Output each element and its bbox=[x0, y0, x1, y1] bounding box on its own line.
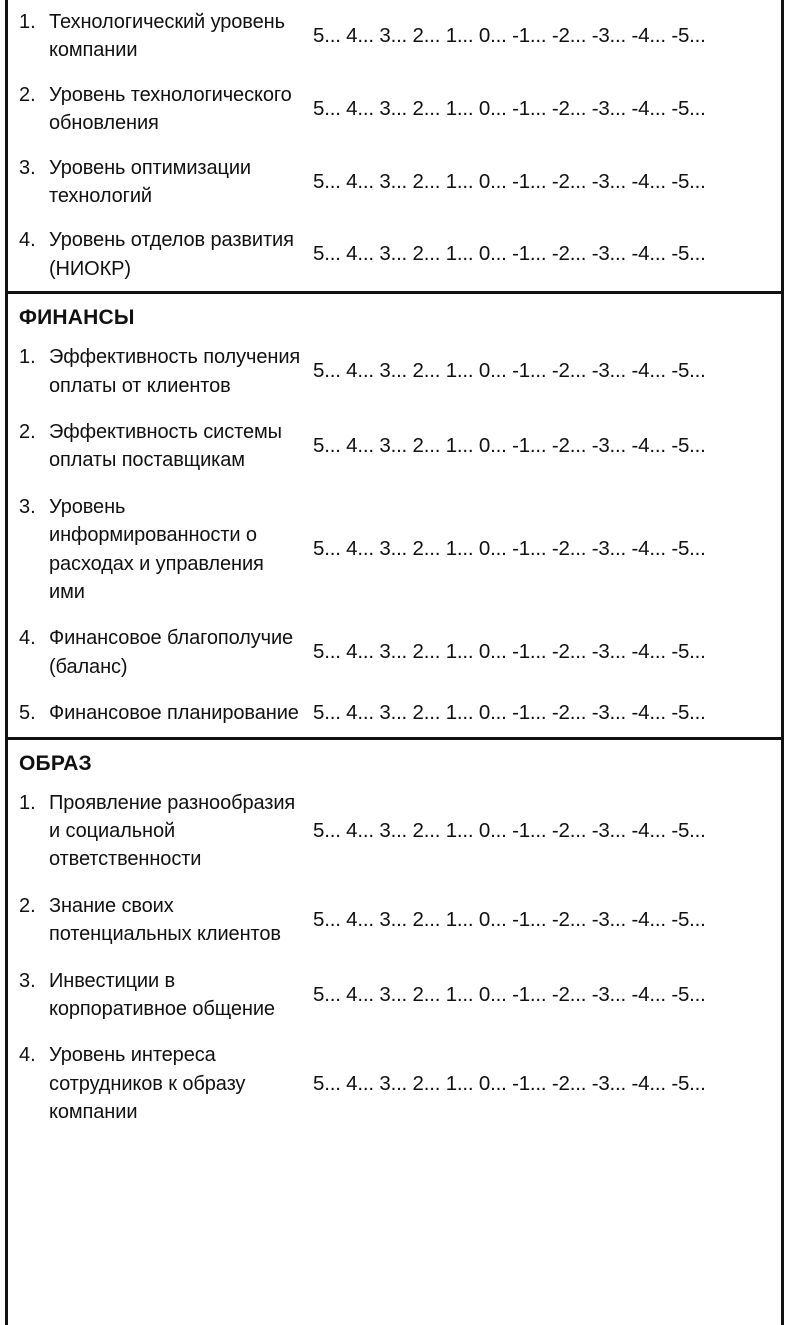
rating-scale[interactable]: 5... 4... 3... 2... 1... 0... -1... -2... -3... -4... -5... bbox=[313, 907, 706, 931]
row-text: Финансовое планирование bbox=[49, 702, 299, 725]
assessment-table bbox=[5, 0, 784, 1325]
row-number: 4. bbox=[19, 627, 36, 650]
row-text: Эффективность получения оплаты от клиентов bbox=[49, 346, 301, 397]
rating-scale[interactable]: 5... 4... 3... 2... 1... 0... -1... -2... -3... -4... -5... bbox=[313, 982, 706, 1006]
row-text: Знание своих потенциальных клиентов bbox=[49, 894, 281, 946]
row-number: 4. bbox=[19, 1044, 36, 1067]
row-label-cell bbox=[8, 218, 308, 291]
row-label-cell bbox=[8, 409, 308, 484]
rating-scale[interactable]: 5... 4... 3... 2... 1... 0... -1... -2... -3... -4... -5... bbox=[313, 169, 706, 193]
table-row[interactable] bbox=[8, 958, 781, 1033]
row-label-cell bbox=[8, 883, 308, 958]
row-number: 3. bbox=[19, 495, 36, 518]
rating-scale[interactable]: 5... 4... 3... 2... 1... 0... -1... -2... -3... -4... -5... bbox=[313, 96, 706, 120]
table-row[interactable] bbox=[8, 883, 781, 958]
row-text: Уровень технологического обновления bbox=[49, 83, 292, 135]
rating-scale[interactable]: 5... 4... 3... 2... 1... 0... -1... -2... -3... -4... -5... bbox=[313, 242, 706, 266]
row-number: 1. bbox=[19, 11, 36, 33]
row-text: Уровень оптимизации технологий bbox=[49, 156, 251, 207]
row-number: 1. bbox=[19, 346, 36, 369]
section-header-finance: ФИНАНСЫ bbox=[19, 306, 135, 330]
row-number: 5. bbox=[19, 702, 36, 725]
rating-scale[interactable]: 5... 4... 3... 2... 1... 0... -1... -2... -3... -4... -5... bbox=[313, 537, 706, 561]
row-label-cell bbox=[8, 484, 308, 616]
row-label-cell bbox=[8, 780, 308, 883]
table-row[interactable] bbox=[8, 690, 781, 736]
table-row[interactable] bbox=[8, 484, 781, 616]
row-text: Проявление разнообразия и социальной ответственности bbox=[49, 791, 296, 871]
row-label-cell bbox=[8, 690, 308, 736]
section-image bbox=[8, 737, 781, 1136]
row-text: Уровень интереса сотрудников к образу компании bbox=[49, 1044, 246, 1124]
row-label-cell bbox=[8, 0, 308, 73]
section-header-image: ОБРАЗ bbox=[19, 751, 92, 775]
table-row[interactable] bbox=[8, 146, 781, 219]
row-label-cell bbox=[8, 73, 308, 146]
row-number: 2. bbox=[19, 83, 36, 106]
row-label-cell bbox=[8, 615, 308, 690]
row-text: Инвестиции в корпоративное общение bbox=[49, 969, 275, 1021]
row-number: 3. bbox=[19, 156, 36, 179]
table-row[interactable] bbox=[8, 780, 781, 883]
table-row[interactable] bbox=[8, 1032, 781, 1135]
rating-scale[interactable]: 5... 4... 3... 2... 1... 0... -1... -2... -3... -4... -5... bbox=[313, 24, 706, 48]
table-row[interactable] bbox=[8, 409, 781, 484]
row-label-cell bbox=[8, 1032, 308, 1135]
row-number: 4. bbox=[19, 229, 36, 252]
row-text: Уровень отделов развития (НИОКР) bbox=[49, 229, 294, 280]
rating-scale[interactable]: 5... 4... 3... 2... 1... 0... -1... -2... -3... -4... -5... bbox=[313, 640, 706, 664]
table-row[interactable] bbox=[8, 334, 781, 409]
table-row[interactable] bbox=[8, 615, 781, 690]
row-text: Финансовое благополучие (баланс) bbox=[49, 627, 294, 678]
rating-scale[interactable]: 5... 4... 3... 2... 1... 0... -1... -2... -3... -4... -5... bbox=[313, 818, 706, 842]
row-text: Технологический уровень компании bbox=[49, 11, 285, 62]
row-label-cell bbox=[8, 958, 308, 1033]
row-number: 2. bbox=[19, 894, 36, 917]
row-number: 1. bbox=[19, 791, 36, 814]
section-finance bbox=[8, 291, 781, 736]
table-row[interactable] bbox=[8, 73, 781, 146]
rating-scale[interactable]: 5... 4... 3... 2... 1... 0... -1... -2... -3... -4... -5... bbox=[313, 359, 706, 383]
table-row[interactable] bbox=[8, 0, 781, 73]
row-label-cell bbox=[8, 146, 308, 219]
rating-scale[interactable]: 5... 4... 3... 2... 1... 0... -1... -2... -3... -4... -5... bbox=[313, 1071, 706, 1095]
row-text: Уровень информированности о расходах и управления ими bbox=[49, 495, 264, 603]
row-label-cell bbox=[8, 334, 308, 409]
rating-scale[interactable]: 5... 4... 3... 2... 1... 0... -1... -2... -3... -4... -5... bbox=[313, 434, 706, 458]
row-number: 2. bbox=[19, 421, 36, 444]
row-text: Эффективность системы оплаты поставщикам bbox=[49, 421, 282, 472]
section-technology bbox=[8, 0, 781, 291]
rating-scale[interactable]: 5... 4... 3... 2... 1... 0... -1... -2... -3... -4... -5... bbox=[313, 701, 706, 725]
row-number: 3. bbox=[19, 969, 36, 992]
table-row[interactable] bbox=[8, 218, 781, 291]
